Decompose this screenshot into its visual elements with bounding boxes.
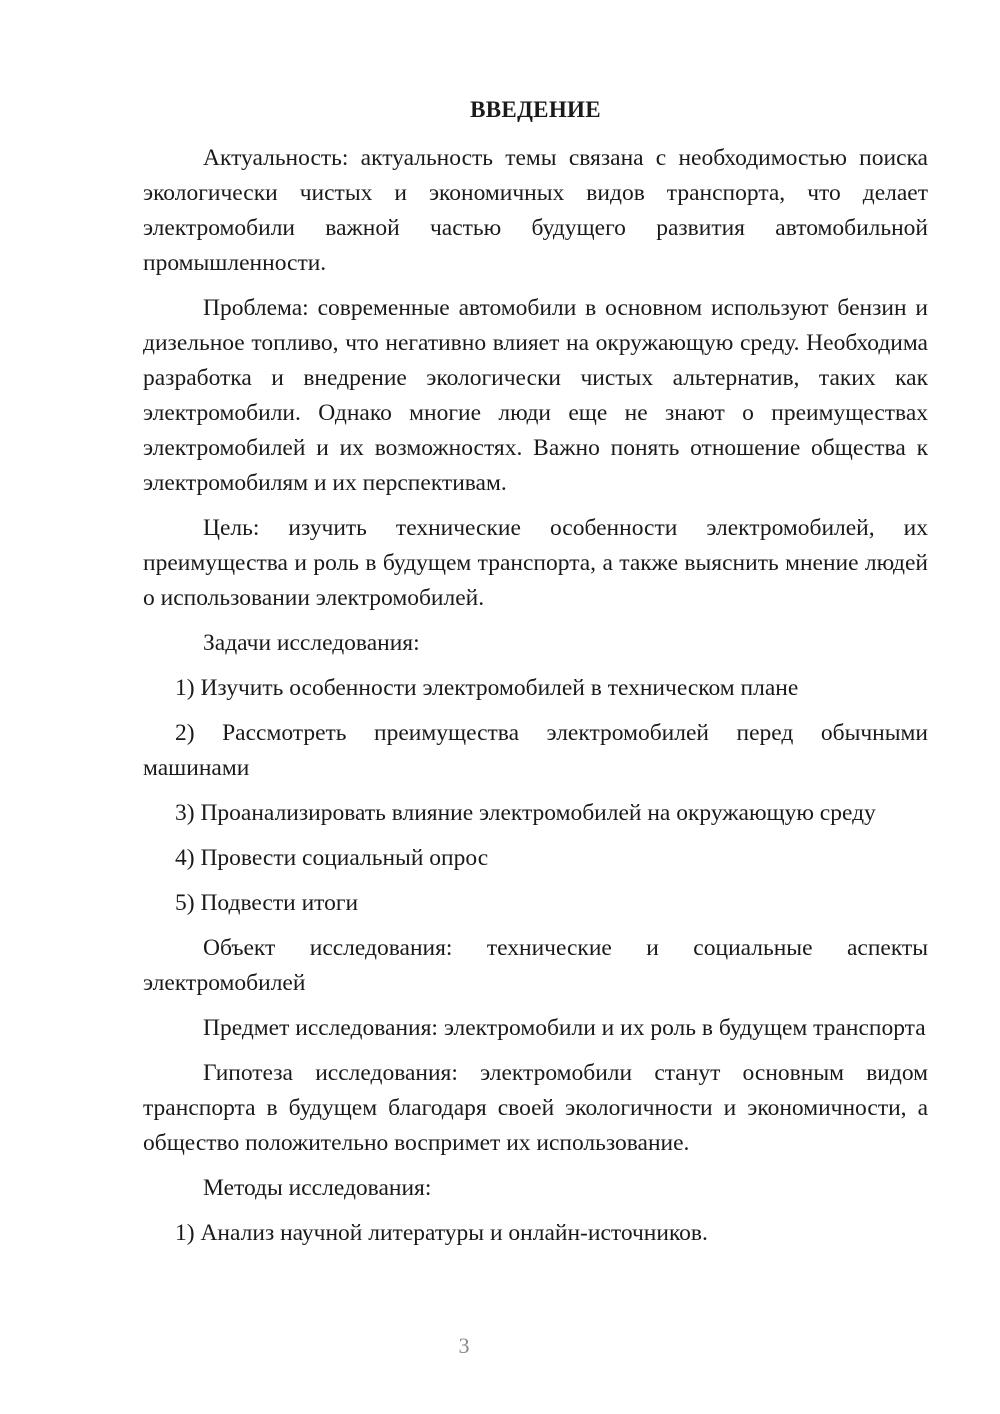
method-item: 1) Анализ научной литературы и онлайн-источников.	[175, 1220, 708, 1246]
page-number: 3	[458, 1333, 470, 1358]
paragraph-relevance: Актуальность: актуальность темы связана с необходимостью поиска экологически чистых и экономичных видов транспорта, что делает электромобили важной частью будущего развития автомобильной промышленности.	[143, 145, 928, 276]
paragraph-object: Объект исследования: технические и социальные аспекты электромобилей	[143, 935, 928, 996]
paragraph-subject: Предмет исследования: электромобили и их роль в будущем транспорта	[203, 1015, 926, 1041]
paragraph-problem: Проблема: современные автомобили в основном используют бензин и дизельное топливо, что негативно влияет на окружающую среду. Необходима разработка и внедрение экологически чистых альтернатив, таких как электромобили. Однако многие люди еще не знают о преимуществах электромобилей и их возможностях. Важно понять отношение общества к электромобилям и их перспективам.	[143, 295, 928, 496]
paragraph-hypothesis: Гипотеза исследования: электромобили станут основным видом транспорта в будущем благодаря своей экологичности и экономичности, а общество положительно воспримет их использование.	[143, 1060, 928, 1156]
task-item: 3) Проанализировать влияние электромобилей на окружающую среду	[175, 800, 876, 826]
task-item: 2) Рассмотреть преимущества электромобилей перед обычными машинами	[143, 720, 928, 781]
task-item: 4) Провести социальный опрос	[175, 845, 489, 871]
tasks-heading: Задачи исследования:	[203, 630, 420, 656]
document-page	[143, 95, 928, 1261]
page-title: ВВЕДЕНИЕ	[470, 97, 601, 122]
task-item: 5) Подвести итоги	[175, 890, 359, 916]
paragraph-goal: Цель: изучить технические особенности электромобилей, их преимущества и роль в будущем транспорта, а также выяснить мнение людей о использовании электромобилей.	[143, 515, 928, 611]
task-item: 1) Изучить особенности электромобилей в техническом плане	[175, 675, 799, 701]
methods-heading: Методы исследования:	[203, 1175, 432, 1201]
